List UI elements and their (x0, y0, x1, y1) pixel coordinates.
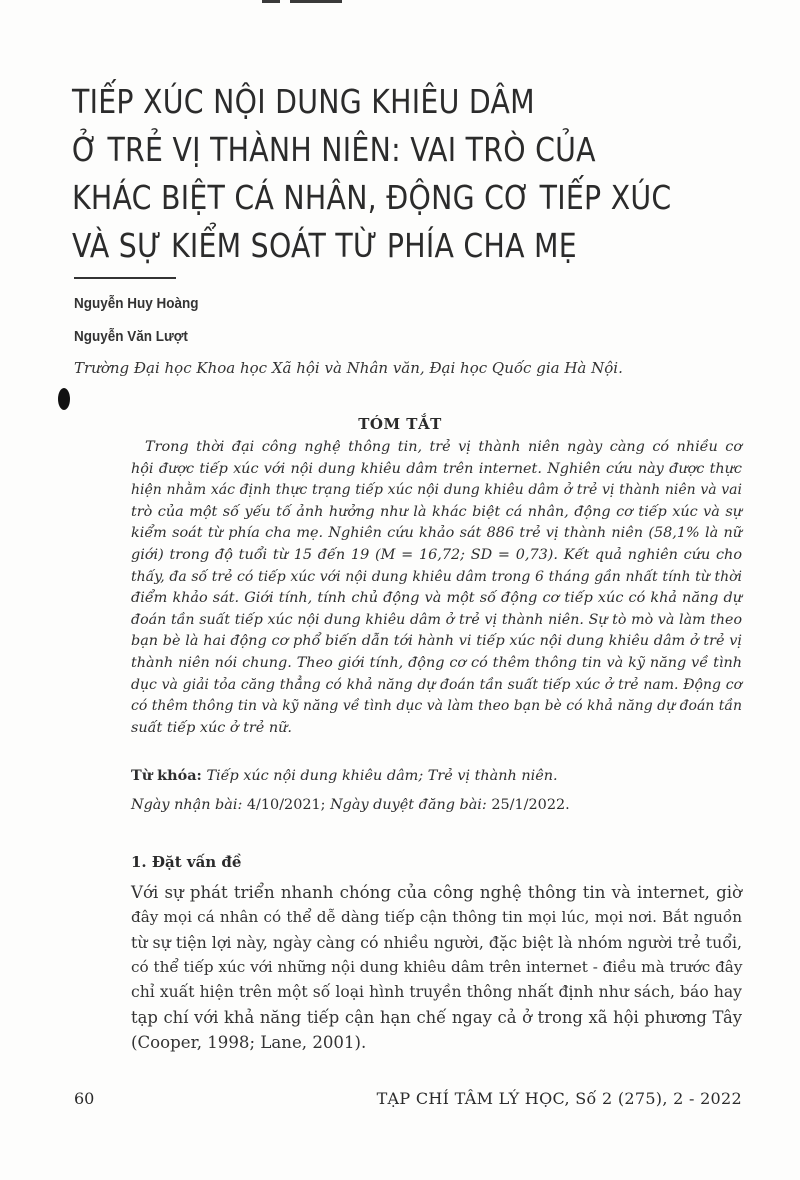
accepted-label: Ngày duyệt đăng bài: (330, 797, 487, 813)
keywords-label: Từ khóa: (131, 767, 202, 784)
article-title (72, 78, 672, 270)
accepted-date: 25/1/2022. (491, 797, 570, 813)
abstract-text (131, 437, 742, 739)
page-number: 60 (74, 1089, 95, 1108)
author-name: Nguyễn Văn Lượt (74, 328, 188, 345)
abstract-line: trò của một số yếu tố ảnh hưởng như là khác biệt cá nhân, động cơ tiếp xúc và sự (131, 503, 742, 520)
abstract-line: giới) trong độ tuổi từ 15 đến 19 (M = 16,72; SD = 0,73). Kết quả nghiên cứu cho (131, 546, 742, 563)
title-line: TIẾP XÚC NỘI DUNG KHIÊU DÂM (72, 82, 535, 121)
article-dates (131, 797, 570, 813)
received-label: Ngày nhận bài: (131, 797, 243, 813)
abstract-line: kiểm soát từ phía cha mẹ. Nghiên cứu khảo sát 886 trẻ vị thành niên (58,1% là nữ (131, 525, 742, 542)
title-line: KHÁC BIỆT CÁ NHÂN, ĐỘNG CƠ TIẾP XÚC (72, 178, 672, 217)
section-heading: 1. Đặt vấn đề (131, 853, 242, 871)
abstract-line: Trong thời đại công nghệ thông tin, trẻ vị thành niên ngày càng có nhiều cơ (145, 439, 742, 455)
author-name: Nguyễn Huy Hoàng (74, 295, 199, 312)
body-line: chỉ xuất hiện trên một số loại hình truyền thông nhất định như sách, báo hay (131, 983, 742, 1001)
keywords-value: Tiếp xúc nội dung khiêu dâm; Trẻ vị thành niên. (206, 768, 558, 784)
abstract-line: hiện nhằm xác định thực trạng tiếp xúc nội dung khiêu dâm ở trẻ vị thành niên và vai (131, 482, 742, 499)
top-crop-marks (262, 0, 342, 3)
abstract-heading: TÓM TẮT (358, 415, 442, 433)
abstract-line: dục và giải tỏa căng thẳng có khả năng dự đoán tần suất tiếp xúc ở trẻ nam. Động cơ (131, 676, 742, 693)
body-paragraph (131, 880, 742, 1055)
body-line: từ sự tiện lợi này, ngày càng có nhiều người, đặc biệt là nhóm người trẻ tuổi, (131, 933, 743, 952)
margin-dot-icon (58, 388, 70, 410)
abstract-line: thấy, đa số trẻ có tiếp xúc với nội dung khiêu dâm trong 6 tháng gần nhất tính từ thời (131, 568, 742, 585)
body-line: (Cooper, 1998; Lane, 2001). (131, 1033, 367, 1052)
crop-mark (290, 0, 342, 3)
received-date: 4/10/2021; (246, 797, 326, 813)
abstract-line: bạn bè là hai động cơ phổ biến dẫn tới hành vi tiếp xúc nội dung khiêu dâm ở trẻ vị (131, 633, 742, 650)
body-line: có thể tiếp xúc với những nội dung khiêu dâm trên internet - điều mà trước đây (131, 958, 743, 976)
title-line: Ở TRẺ VỊ THÀNH NIÊN: VAI TRÒ CỦA (72, 130, 596, 169)
keywords (131, 767, 558, 784)
abstract-line: thành niên nói chung. Theo giới tính, động cơ có thêm thông tin và kỹ năng về tình (131, 654, 742, 671)
abstract-line: suất tiếp xúc ở trẻ nữ. (131, 719, 292, 736)
body-line: tạp chí với khả năng tiếp cận hạn chế ngay cả ở trong xã hội phương Tây (131, 1008, 742, 1027)
abstract-line: điểm khảo sát. Giới tính, tính chủ động và một số động cơ tiếp xúc có khả năng dự (131, 590, 742, 607)
abstract-line: hội được tiếp xúc với nội dung khiêu dâm trên internet. Nghiên cứu này được thực (131, 460, 742, 477)
journal-footer: TẠP CHÍ TÂM LÝ HỌC, Số 2 (275), 2 - 2022 (376, 1089, 742, 1108)
body-line: đây mọi cá nhân có thể dễ dàng tiếp cận thông tin mọi lúc, mọi nơi. Bắt nguồn (131, 908, 742, 926)
abstract-line: có thêm thông tin và kỹ năng về tình dục và làm theo bạn bè có khả năng dự đoán tần (131, 698, 742, 715)
affiliation: Trường Đại học Khoa học Xã hội và Nhân văn, Đại học Quốc gia Hà Nội. (74, 359, 623, 377)
body-line: Với sự phát triển nhanh chóng của công nghệ thông tin và internet, giờ (131, 883, 742, 902)
abstract-line: đoán tần suất tiếp xúc nội dung khiêu dâm ở trẻ vị thành niên. Sự tò mò và làm theo (131, 611, 742, 628)
title-line: VÀ SỰ KIỂM SOÁT TỪ PHÍA CHA MẸ (72, 226, 577, 265)
title-divider (74, 277, 176, 279)
crop-mark (262, 0, 280, 3)
